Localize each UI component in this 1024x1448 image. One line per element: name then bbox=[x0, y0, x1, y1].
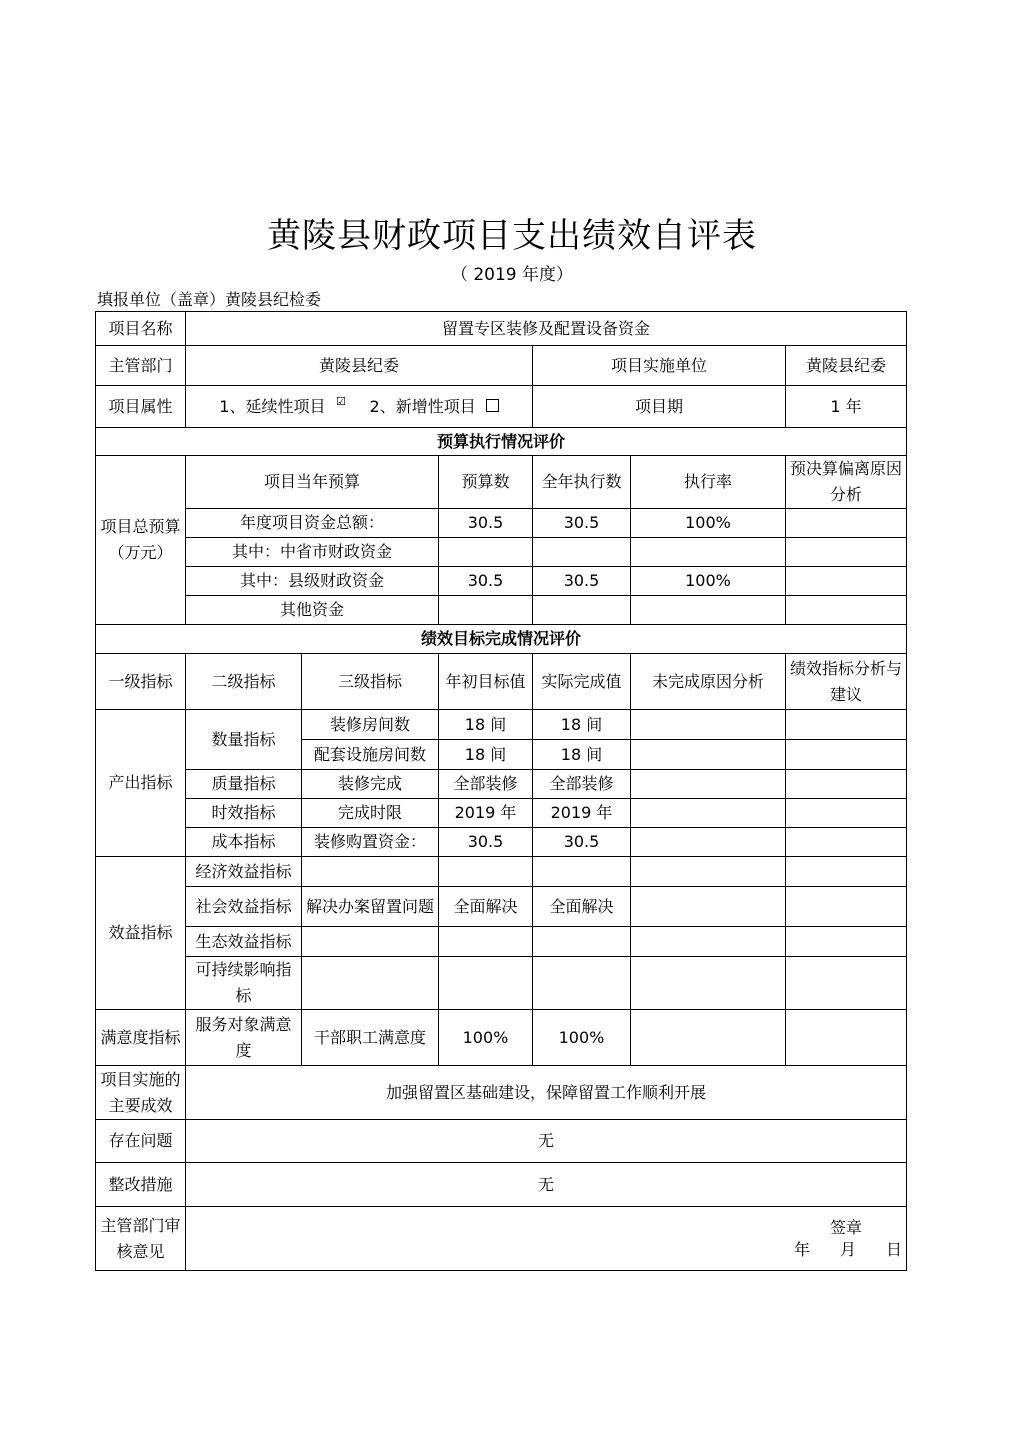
perf-header-0: 一级指标 bbox=[96, 654, 186, 710]
budget-row-1-label: 其中：中省市财政资金 bbox=[186, 538, 439, 567]
ecological-advice bbox=[786, 927, 907, 957]
budget-row-2-rate: 100% bbox=[631, 567, 786, 596]
economic-label: 经济效益指标 bbox=[186, 857, 302, 887]
sustainable-actual bbox=[533, 957, 631, 1010]
project-name: 留置专区装修及配置设备资金 bbox=[186, 312, 907, 346]
budget-row-2-budget: 30.5 bbox=[439, 567, 533, 596]
social-actual: 全面解决 bbox=[533, 887, 631, 927]
timeliness-reason bbox=[631, 799, 786, 828]
sustainable-name bbox=[302, 957, 439, 1010]
economic-target bbox=[439, 857, 533, 887]
timeliness-actual: 2019 年 bbox=[533, 799, 631, 828]
satisfaction-actual: 100% bbox=[533, 1010, 631, 1066]
cost-target: 30.5 bbox=[439, 828, 533, 857]
output-label: 产出指标 bbox=[96, 710, 186, 857]
budget-header-0: 项目当年预算 bbox=[186, 456, 439, 509]
cost-reason bbox=[631, 828, 786, 857]
satisfaction-label: 满意度指标 bbox=[96, 1010, 186, 1066]
satisfaction-level2: 服务对象满意度 bbox=[186, 1010, 302, 1066]
timeliness-advice bbox=[786, 799, 907, 828]
date-year: 年 bbox=[793, 1239, 810, 1259]
quantity-label: 数量指标 bbox=[186, 710, 302, 770]
date-day: 日 bbox=[886, 1239, 903, 1259]
page-subtitle: （ 2019 年度） bbox=[450, 265, 574, 285]
ecological-reason bbox=[631, 927, 786, 957]
impl-unit-label: 项目实施单位 bbox=[533, 346, 786, 386]
filler-unit: 填报单位（盖章）黄陵县纪检委 bbox=[97, 290, 322, 309]
quantity-0-name: 装修房间数 bbox=[302, 710, 439, 740]
benefit-label: 效益指标 bbox=[96, 857, 186, 1010]
budget-row-1-rate bbox=[631, 538, 786, 567]
budget-row-0-budget: 30.5 bbox=[439, 509, 533, 538]
economic-name bbox=[302, 857, 439, 887]
quality-name: 装修完成 bbox=[302, 770, 439, 799]
attr-options bbox=[186, 386, 533, 428]
seal-label: 签章 bbox=[830, 1217, 863, 1237]
checked-box-icon: ☑ bbox=[336, 394, 346, 408]
budget-row-label: 项目总预算（万元） bbox=[96, 456, 186, 625]
date-month: 月 bbox=[839, 1239, 856, 1259]
measures-value: 无 bbox=[186, 1163, 907, 1207]
review-value bbox=[186, 1207, 907, 1271]
quantity-1-name: 配套设施房间数 bbox=[302, 740, 439, 770]
economic-reason bbox=[631, 857, 786, 887]
ecological-name bbox=[302, 927, 439, 957]
measures-label: 整改措施 bbox=[96, 1163, 186, 1207]
budget-row-0-rate: 100% bbox=[631, 509, 786, 538]
social-name: 解决办案留置问题 bbox=[302, 887, 439, 927]
quantity-1-target: 18 间 bbox=[439, 740, 533, 770]
attr-option-2: 2、新增性项目 bbox=[369, 396, 476, 416]
satisfaction-reason bbox=[631, 1010, 786, 1066]
cost-actual: 30.5 bbox=[533, 828, 631, 857]
sustainable-advice bbox=[786, 957, 907, 1010]
quantity-0-actual: 18 间 bbox=[533, 710, 631, 740]
timeliness-target: 2019 年 bbox=[439, 799, 533, 828]
budget-row-3-reason bbox=[786, 596, 907, 625]
period-value: 1 年 bbox=[786, 386, 907, 428]
cost-advice bbox=[786, 828, 907, 857]
review-label: 主管部门审核意见 bbox=[96, 1207, 186, 1271]
budget-header-2: 全年执行数 bbox=[533, 456, 631, 509]
economic-advice bbox=[786, 857, 907, 887]
budget-row-2-label: 其中：县级财政资金 bbox=[186, 567, 439, 596]
budget-row-0-reason bbox=[786, 509, 907, 538]
quality-advice bbox=[786, 770, 907, 799]
dept-label: 主管部门 bbox=[96, 346, 186, 386]
cost-name: 装修购置资金： bbox=[302, 828, 439, 857]
ecological-actual bbox=[533, 927, 631, 957]
budget-row-3-executed bbox=[533, 596, 631, 625]
budget-row-0-executed: 30.5 bbox=[533, 509, 631, 538]
cost-label: 成本指标 bbox=[186, 828, 302, 857]
quantity-1-reason bbox=[631, 740, 786, 770]
budget-row-1-executed bbox=[533, 538, 631, 567]
quantity-0-advice bbox=[786, 710, 907, 740]
dept-value: 黄陵县纪委 bbox=[186, 346, 533, 386]
budget-row-1-budget bbox=[439, 538, 533, 567]
social-target: 全面解决 bbox=[439, 887, 533, 927]
timeliness-label: 时效指标 bbox=[186, 799, 302, 828]
perf-header-1: 二级指标 bbox=[186, 654, 302, 710]
perf-header-5: 未完成原因分析 bbox=[631, 654, 786, 710]
project-name-label: 项目名称 bbox=[96, 312, 186, 346]
page-title: 黄陵县财政项目支出绩效自评表 bbox=[267, 216, 757, 256]
quality-reason bbox=[631, 770, 786, 799]
quantity-0-target: 18 间 bbox=[439, 710, 533, 740]
budget-row-3-budget bbox=[439, 596, 533, 625]
quality-target: 全部装修 bbox=[439, 770, 533, 799]
ecological-target bbox=[439, 927, 533, 957]
economic-actual bbox=[533, 857, 631, 887]
attr-label: 项目属性 bbox=[96, 386, 186, 428]
evaluation-table bbox=[95, 311, 907, 1271]
social-reason bbox=[631, 887, 786, 927]
results-label: 项目实施的主要成效 bbox=[96, 1066, 186, 1120]
quality-actual: 全部装修 bbox=[533, 770, 631, 799]
budget-row-2-reason bbox=[786, 567, 907, 596]
results-value: 加强留置区基础建设，保障留置工作顺利开展 bbox=[186, 1066, 907, 1120]
sustainable-target bbox=[439, 957, 533, 1010]
sustainable-label: 可持续影响指标 bbox=[186, 957, 302, 1010]
social-advice bbox=[786, 887, 907, 927]
budget-header-3: 执行率 bbox=[631, 456, 786, 509]
timeliness-name: 完成时限 bbox=[302, 799, 439, 828]
quantity-1-advice bbox=[786, 740, 907, 770]
issues-value: 无 bbox=[186, 1120, 907, 1163]
budget-row-2-executed: 30.5 bbox=[533, 567, 631, 596]
period-label: 项目期 bbox=[533, 386, 786, 428]
perf-header-4: 实际完成值 bbox=[533, 654, 631, 710]
budget-row-3-label: 其他资金 bbox=[186, 596, 439, 625]
budget-row-1-reason bbox=[786, 538, 907, 567]
budget-header-4: 预决算偏离原因分析 bbox=[786, 456, 907, 509]
perf-header-3: 年初目标值 bbox=[439, 654, 533, 710]
social-label: 社会效益指标 bbox=[186, 887, 302, 927]
attr-option-1: 1、延续性项目 bbox=[219, 396, 326, 416]
quality-label: 质量指标 bbox=[186, 770, 302, 799]
budget-row-3-rate bbox=[631, 596, 786, 625]
issues-label: 存在问题 bbox=[96, 1120, 186, 1163]
budget-row-0-label: 年度项目资金总额： bbox=[186, 509, 439, 538]
budget-section-title: 预算执行情况评价 bbox=[96, 428, 907, 456]
perf-header-6: 绩效指标分析与建议 bbox=[786, 654, 907, 710]
budget-header-1: 预算数 bbox=[439, 456, 533, 509]
perf-header-2: 三级指标 bbox=[302, 654, 439, 710]
satisfaction-target: 100% bbox=[439, 1010, 533, 1066]
quantity-0-reason bbox=[631, 710, 786, 740]
impl-unit-value: 黄陵县纪委 bbox=[786, 346, 907, 386]
unchecked-box-icon bbox=[486, 399, 499, 412]
quantity-1-actual: 18 间 bbox=[533, 740, 631, 770]
performance-section-title: 绩效目标完成情况评价 bbox=[96, 625, 907, 654]
satisfaction-advice bbox=[786, 1010, 907, 1066]
satisfaction-name: 干部职工满意度 bbox=[302, 1010, 439, 1066]
sustainable-reason bbox=[631, 957, 786, 1010]
date-line bbox=[764, 1237, 902, 1263]
ecological-label: 生态效益指标 bbox=[186, 927, 302, 957]
